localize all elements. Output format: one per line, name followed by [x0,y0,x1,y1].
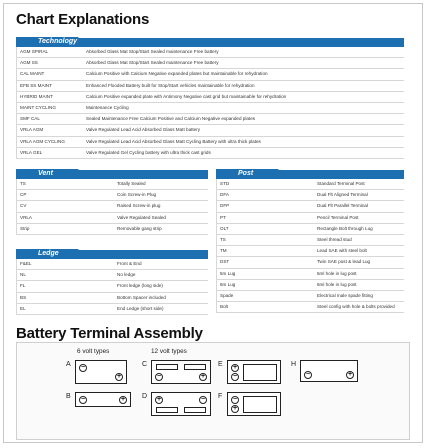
cell-cover [243,364,277,381]
table-row [17,259,208,270]
row-description: Absorbed Glass Mat Stop/Start Sealed maintenance Free battery [86,49,219,54]
row-code: Spade [220,292,234,298]
vent-section [16,170,208,235]
row-description: Valve Regulated Gel Cycling battery with ultra thick cast grids [86,149,211,155]
table-row [17,270,208,281]
technology-header [16,38,404,47]
table-row [17,58,404,69]
assembly-title: Battery Terminal Assembly [16,325,203,342]
ledge-header [16,250,208,259]
positive-terminal-icon: + [232,364,238,371]
battery-c [151,360,211,384]
row-description: Bottom Spacer included [117,294,166,300]
table-row [17,213,208,224]
negative-terminal-icon: − [80,364,86,371]
table-row [217,179,404,190]
row-description: Front & End [117,261,142,266]
technology-section [16,38,404,159]
row-code: AGM SS [20,60,38,66]
row-code: OLT [220,225,229,231]
negative-terminal-icon: − [305,371,311,378]
twelve-volt-label: 12 volt types [151,348,187,355]
row-description: Front ledge (long side) [117,283,163,289]
row-description: 5ml hole in lug post [317,270,357,276]
row-code: 6m Lug [220,281,236,287]
row-description: Raised Screw-in plug [117,203,161,209]
table-row [217,246,404,257]
row-description: Absorbed Glass Mat Stop/Start Sealed maintenance Free battery [86,60,219,66]
table-row [217,201,404,212]
positive-terminal-icon: + [156,396,162,403]
row-description: Twin SAE post & lead Lug [317,259,371,265]
cell-cover [156,364,178,370]
row-description: Coin Screw-in Plug [117,192,157,198]
table-row [17,114,404,125]
row-code: TS [220,236,226,242]
row-description: Totally Sealed [117,181,146,186]
post-title: Post [238,170,254,177]
positive-terminal-icon: + [232,405,238,412]
row-code: BS [20,294,27,300]
table-row [217,190,404,201]
row-code: STD [220,181,230,186]
row-description: Steel thread stud [317,236,352,242]
table-row [17,137,404,148]
positive-terminal-icon: + [347,371,353,378]
table-row [17,92,404,103]
row-description: 6ml hole in lug post [317,281,357,287]
row-code: AGM SPIRAL [20,49,49,54]
vent-header [16,170,208,179]
battery-f [227,392,281,416]
row-description: Standard Terminal Post [317,181,365,186]
ledge-title: Ledge [38,250,59,257]
table-row [217,269,404,280]
row-code: VRLA AGM [20,127,44,133]
table-row [217,280,404,291]
row-code: F&EL [20,261,32,266]
vent-table [16,179,208,235]
table-row [17,281,208,292]
row-code: SMF CAL [20,116,40,122]
row-description: Enhanced Flooded Battery built for Stop/Start vehicles maintainable for rehydration [86,82,255,88]
ledge-table [16,259,208,315]
table-row [17,69,404,80]
row-code: Strip [20,225,30,231]
table-row [17,125,404,136]
row-code: FL [20,283,26,289]
negative-terminal-icon: − [200,396,206,403]
page-title: Chart Explanations [16,11,150,28]
table-row [217,224,404,235]
table-row [17,190,208,201]
label-f: F [218,393,223,400]
table-row [217,302,404,313]
six-volt-label: 6 volt types [77,348,110,355]
battery-b [75,392,131,407]
row-code: 5m Lug [220,270,236,276]
row-description: Calcium Positive expanded plate with Antimony Negative cast grid but maintainable for rehydration [86,93,287,99]
row-description: Dual Flt Parallel Terminal [317,203,368,209]
row-code: EL [20,305,26,311]
ledge-section [16,250,208,315]
table-row [217,257,404,268]
row-code: PT [220,214,226,220]
row-code: NL [20,272,26,278]
table-row [17,47,404,58]
cell-cover [184,364,206,370]
row-code: CV [20,203,27,209]
cell-cover [243,396,277,413]
row-description: Pencil Terminal Post [317,214,359,220]
table-row [17,224,208,235]
row-code: DFP [220,203,230,209]
positive-terminal-icon: + [200,373,206,380]
post-header [216,170,404,179]
negative-terminal-icon: − [232,396,238,403]
row-code: Bolt [220,304,228,310]
row-description: Valve Regulated Sealed [117,214,166,220]
label-h: H [291,361,297,368]
negative-terminal-icon: − [232,373,238,380]
table-row [17,103,404,114]
row-description: Valve Regulated Lead Acid Absorbed Glass Matt Cycling Battery with ultra thick plates [86,138,261,144]
table-row [217,235,404,246]
row-code: VRLA GEL [20,149,43,155]
row-description: Lead SAE with steel bolt [317,248,367,254]
table-row [17,148,404,159]
table-row [17,293,208,304]
label-c: C [142,361,148,368]
row-code: MAINT CYCLING [20,104,56,110]
terminal-diagram [16,342,410,440]
row-code: TM [220,248,227,254]
cell-cover [184,407,206,413]
technology-title: Technology [38,38,78,45]
row-description: Maintenance Cycling [86,104,129,110]
row-description: Sealed Maintenance Free Calcium Positive and Calcium Negative expanded plates [86,116,256,122]
label-a: A [66,361,71,368]
table-row [17,81,404,92]
battery-e [227,360,281,384]
negative-terminal-icon: − [80,396,86,403]
label-d: D [142,393,148,400]
positive-terminal-icon: + [120,396,126,403]
row-code: CP [20,192,27,198]
positive-terminal-icon: + [116,373,122,380]
label-e: E [218,361,223,368]
table-row [17,179,208,190]
label-b: B [66,393,71,400]
cell-cover [156,407,178,413]
row-description: End Ledge (short side) [117,305,164,311]
row-description: Dual Flt Aligned Terminal [317,192,368,198]
row-code: EFB SS MAINT [20,82,52,88]
row-description: Removable gang strip [117,225,162,231]
battery-a [75,360,127,384]
row-code: VRLA AGM CYCLING [20,138,65,144]
battery-d [151,392,211,416]
row-description: No ledge [117,272,136,278]
row-description: Electrical male spade fitting [317,292,373,298]
table-row [217,213,404,224]
table-row [217,291,404,302]
vent-title: Vent [38,170,53,177]
row-description: Steel config with hole & bolts provided [317,304,395,310]
negative-terminal-icon: − [156,373,162,380]
post-section [216,170,404,313]
row-code: HYBRID MAINT [20,93,53,99]
row-description: Calcium Positive with Calcium Negative expanded plates but maintainable for rehydration [86,71,268,77]
row-code: CAL MAINT [20,71,45,77]
table-row [17,201,208,212]
battery-h [300,360,358,382]
post-table [216,179,404,313]
row-code: VRLA [20,214,33,220]
row-code: DST [220,259,230,265]
row-description: Valve Regulated Lead Acid Absorbed Glass Matt battery [86,127,201,133]
table-row [17,304,208,315]
technology-table [16,47,404,159]
row-code: DFA [220,192,229,198]
row-description: Rectangle Bolt through Lug [317,225,373,231]
row-code: TS [20,181,26,186]
